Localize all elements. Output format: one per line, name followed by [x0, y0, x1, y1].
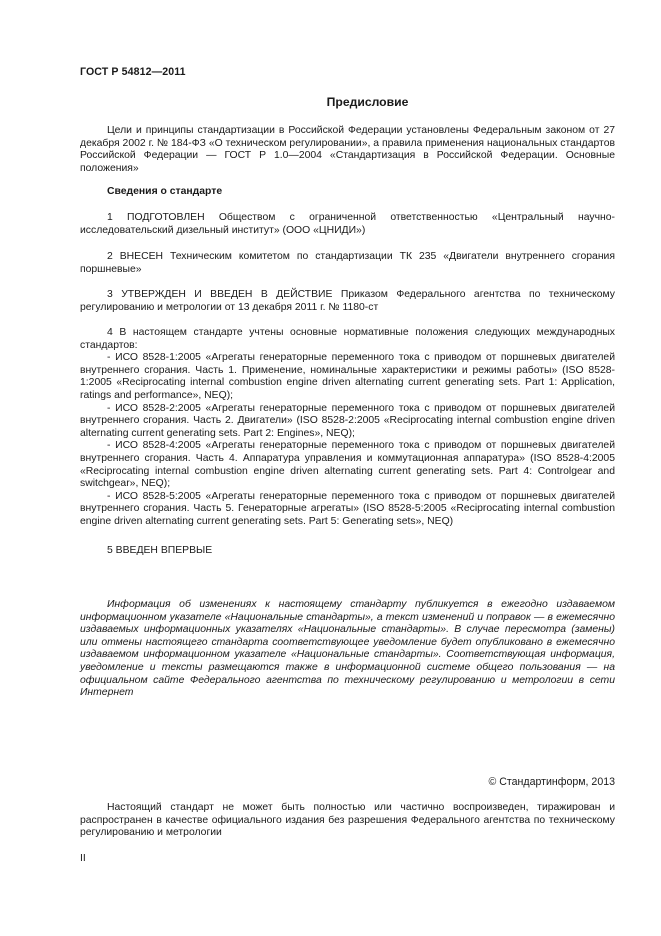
item-4-intro: 4 В настоящем стандарте учтены основные нормативные положения следующих международных стандартов: [80, 327, 615, 351]
about-heading: Сведения о стандарте [107, 186, 223, 197]
standard-code: ГОСТ Р 54812—2011 [80, 66, 186, 78]
page-title: Предисловие [326, 95, 409, 109]
reproduction-notice [80, 802, 615, 840]
item-3 [80, 289, 615, 314]
intro-paragraph [80, 125, 615, 175]
intro-text: Цели и принципы стандартизации в Российской Федерации установлены Федеральным законом от 27 декабря 2002 г. № 184-ФЗ «О техническом регулировании», а правила применения национальных стандартов Российской Федерации — ГОСТ Р 1.0—2004 «Стандартизация в Российской Федерации. Основные положения» [80, 125, 615, 174]
item-1-text: 1 ПОДГОТОВЛЕН Обществом с ограниченной ответственностью «Центральный научно-исследовательский дизельный институт» (ООО «ЦНИДИ») [80, 212, 615, 236]
item-1 [80, 212, 615, 237]
item-4-list-item: - ИСО 8528-1:2005 «Агрегаты генераторные переменного тока с приводом от поршневых двигателей внутреннего сгорания. Часть 1. Применение, номинальные характеристики и режимы работы» (ISO 8528-1:2005 «Reciprocating internal combustion engine driven alternating current generating sets. Part 1: Application, ratings and performance», NEQ); [80, 352, 615, 401]
item-5-text: 5 ВВЕДЕН ВПЕРВЫЕ [107, 545, 213, 556]
item-5 [80, 545, 615, 558]
item-4-list-item: - ИСО 8528-2:2005 «Агрегаты генераторные переменного тока с приводом от поршневых двигателей внутреннего сгорания. Часть 2. Двигатели» (ISO 8528-2:2005 «Reciprocating internal combustion engine driven alternating current generating sets. Part 2: Engines», NEQ); [80, 402, 615, 439]
page-number: II [80, 853, 86, 864]
changes-notice [80, 599, 615, 700]
item-4 [80, 327, 615, 529]
copyright-line: © Стандартинформ, 2013 [488, 776, 615, 788]
item-2-text: 2 ВНЕСЕН Техническим комитетом по стандартизации ТК 235 «Двигатели внутреннего сгорания поршневые» [80, 251, 615, 275]
reproduction-notice-text: Настоящий стандарт не может быть полностью или частично воспроизведен, тиражирован и распространен в качестве официального издания без разрешения Федерального агентства по техническому регулированию и метрологии [80, 802, 615, 839]
item-4-list-item: - ИСО 8528-5:2005 «Агрегаты генераторные переменного тока с приводом от поршневых двигателей внутреннего сгорания. Часть 5. Генераторные агрегаты» (ISO 8528-5:2005 «Reciprocating internal combustion engine driven alternating current generating sets. Part 5: Generating sets», NEQ) [80, 490, 615, 527]
item-3-text: 3 УТВЕРЖДЕН И ВВЕДЕН В ДЕЙСТВИЕ Приказом Федерального агентства по техническому регулированию и метрологии от 13 декабря 2011 г. № 1180-ст [80, 289, 615, 313]
item-2 [80, 251, 615, 276]
changes-notice-text: Информация об изменениях к настоящему стандарту публикуется в ежегодно издаваемом информационном указателе «Национальные стандарты», а текст изменений и поправок — в ежемесячно издаваемых информационных указателях «Национальные стандарты». В случае пересмотра (замены) или отмены настоящего стандарта соответствующее уведомление будет опубликовано в ежемесячно издаваемом информационном указателе «Национальные стандарты». Соответствующая информация, уведомление и тексты размещаются также в информационной системе общего пользования — на официальном сайте Федерального агентства по техническому регулированию и метрологии в сети Интернет [80, 599, 615, 699]
item-4-list-item: - ИСО 8528-4:2005 «Агрегаты генераторные переменного тока с приводом от поршневых двигателей внутреннего сгорания. Часть 4. Аппаратура управления и коммутационная аппаратура» (ISO 8528-4:2005 «Reciprocating internal combustion engine driven alternating current generating sets. Part 4: Controlgear and switchgear», NEQ); [80, 440, 615, 490]
